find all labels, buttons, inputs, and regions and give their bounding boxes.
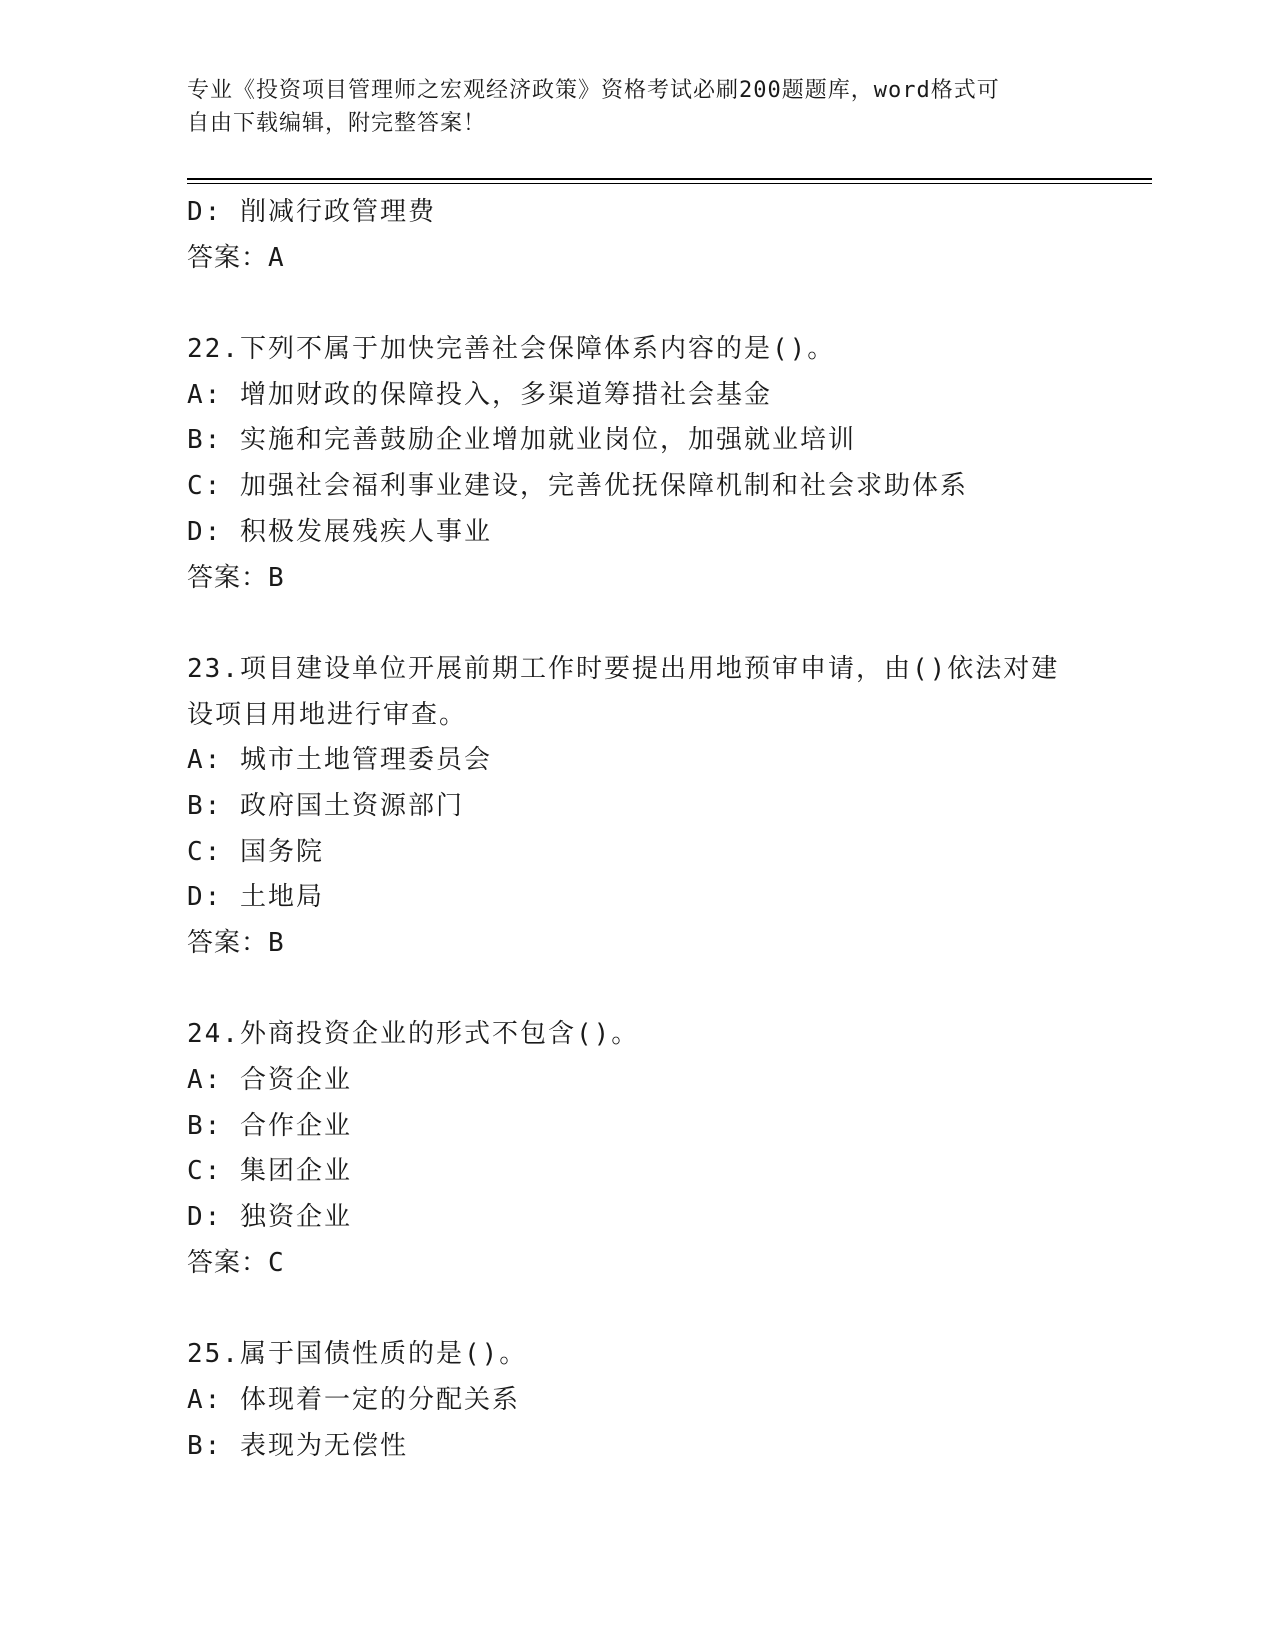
- document-header: [187, 74, 1067, 140]
- answer-label: 答案：: [187, 1247, 269, 1278]
- header-line-2: 自由下载编辑，附完整答案！: [187, 111, 487, 136]
- answer-line: [187, 236, 1087, 282]
- question-23-stem-line-2: 设项目用地进行审查。: [187, 699, 468, 730]
- question-24-option-d: D: 独资企业: [187, 1202, 352, 1233]
- spacer: [187, 1287, 1087, 1333]
- answer-label: 答案：: [187, 562, 269, 593]
- question-22-option-d: D: 积极发展残疾人事业: [187, 516, 492, 547]
- question-24-answer: [187, 1241, 1087, 1287]
- spacer: [187, 601, 1087, 647]
- answer-value: C: [268, 1247, 285, 1278]
- question-23-answer: [187, 921, 1087, 967]
- question-23-option-c: C: 国务院: [187, 836, 324, 867]
- header-divider-top: [187, 178, 1152, 180]
- question-22-option-b: B: 实施和完善鼓励企业增加就业岗位，加强就业培训: [187, 425, 856, 456]
- question-23-option-d: D: 土地局: [187, 882, 324, 913]
- question-22-option-a: A: 增加财政的保障投入，多渠道筹措社会基金: [187, 379, 772, 410]
- spacer: [187, 967, 1087, 1013]
- question-list: [187, 190, 1087, 1469]
- option-d: D: 削减行政管理费: [187, 197, 436, 227]
- question-23-option-a: A: 城市土地管理委员会: [187, 745, 492, 776]
- question-24-option-a: A: 合资企业: [187, 1065, 352, 1096]
- question-24-stem: 24.外商投资企业的形式不包含()。: [187, 1019, 640, 1050]
- question-22-stem: 22.下列不属于加快完善社会保障体系内容的是()。: [187, 334, 836, 365]
- answer-value: A: [268, 242, 285, 273]
- question-22-option-c: C: 加强社会福利事业建设，完善优抚保障机制和社会求助体系: [187, 471, 968, 502]
- question-22-answer: [187, 556, 1087, 602]
- answer-value: B: [268, 928, 285, 958]
- answer-label: 答案：: [187, 242, 269, 273]
- question-25-option-a: A: 体现着一定的分配关系: [187, 1384, 520, 1415]
- question-25-option-b: B: 表现为无偿性: [187, 1430, 408, 1461]
- question-24-option-b: B: 合作企业: [187, 1110, 352, 1141]
- header-divider-bottom: [187, 183, 1152, 184]
- question-25-stem: 25.属于国债性质的是()。: [187, 1339, 528, 1370]
- question-23-stem-line-1: 23.项目建设单位开展前期工作时要提出用地预审申请，由()依法对建: [187, 653, 1060, 684]
- question-23-option-b: B: 政府国土资源部门: [187, 790, 464, 821]
- answer-label: 答案：: [187, 928, 269, 958]
- answer-value: B: [268, 562, 285, 593]
- question-24-option-c: C: 集团企业: [187, 1156, 352, 1187]
- spacer: [187, 281, 1087, 327]
- header-line-1: 专业《投资项目管理师之宏观经济政策》资格考试必刷200题题库，word格式可: [187, 78, 1000, 103]
